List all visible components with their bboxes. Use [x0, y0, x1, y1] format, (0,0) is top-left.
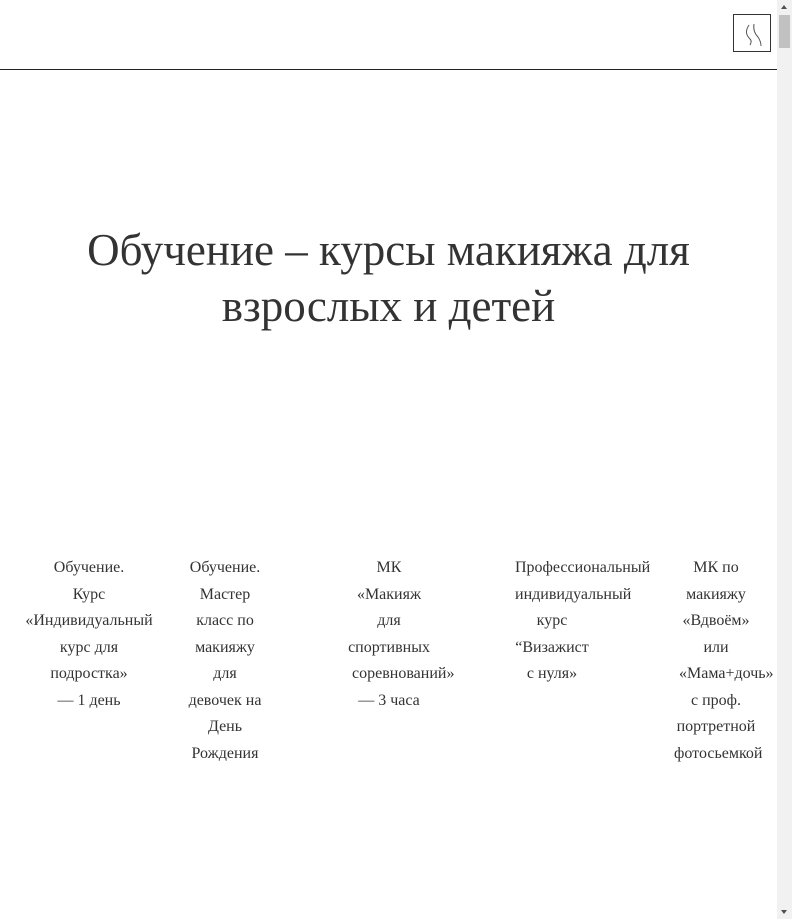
- course-line: — 3 часа: [358, 691, 420, 709]
- course-line: Обучение.: [189, 559, 261, 576]
- course-item-sport-makeup[interactable]: [344, 555, 455, 714]
- course-line: МК: [376, 559, 402, 576]
- course-line: День: [207, 718, 243, 735]
- course-line: портретной: [676, 718, 756, 735]
- course-line: «Мама+дочь»: [679, 665, 774, 682]
- course-item-birthday-masterclass[interactable]: [180, 555, 270, 767]
- course-line: для: [377, 612, 401, 629]
- course-item-mother-daughter[interactable]: [674, 555, 774, 767]
- stylized-brush-strokes-icon: [734, 15, 772, 53]
- course-line: «Макияж: [356, 585, 422, 603]
- course-line: для: [213, 665, 237, 682]
- course-line: девочек на: [188, 691, 262, 709]
- course-list: [0, 555, 777, 795]
- course-item-teen-individual[interactable]: [24, 555, 154, 714]
- scroll-up-arrow-icon[interactable]: [777, 0, 792, 14]
- course-line: спортивных: [348, 638, 430, 656]
- course-line: класс по: [196, 612, 254, 629]
- course-line: с проф.: [690, 691, 742, 709]
- course-line: с нуля»: [526, 665, 578, 682]
- course-line: МК по: [693, 559, 739, 576]
- course-line: Обучение.: [53, 559, 125, 576]
- course-line: курс: [536, 612, 568, 629]
- course-line: курс для: [59, 638, 119, 656]
- course-line: фотосьемкой: [674, 744, 763, 762]
- course-line: Профессиональный: [515, 559, 651, 576]
- course-line: — 1 день: [57, 691, 121, 709]
- site-header: [0, 0, 777, 70]
- course-line: или: [703, 638, 729, 656]
- course-line: макияжу: [195, 638, 255, 656]
- course-line: «Вдвоём»: [682, 612, 750, 629]
- course-line: «Индивидуальный: [25, 612, 153, 629]
- course-line: “Визажист: [515, 638, 589, 656]
- course-line: Рождения: [191, 744, 259, 762]
- course-line: Мастер: [199, 585, 251, 603]
- page-title: Обучение – курсы макияжа для взрослых и детей: [87, 225, 690, 331]
- course-line: соревнований»: [352, 665, 455, 682]
- course-line: макияжу: [686, 585, 746, 603]
- course-line: подростка»: [50, 665, 128, 682]
- course-line: индивидуальный: [515, 585, 632, 603]
- menu-button[interactable]: [733, 14, 771, 52]
- course-item-makeup-artist-from-scratch[interactable]: [513, 555, 651, 688]
- vertical-scrollbar[interactable]: [777, 0, 792, 919]
- scrollbar-thumb[interactable]: [779, 15, 790, 48]
- scroll-down-arrow-icon[interactable]: [777, 905, 792, 919]
- course-line: Курс: [72, 585, 106, 603]
